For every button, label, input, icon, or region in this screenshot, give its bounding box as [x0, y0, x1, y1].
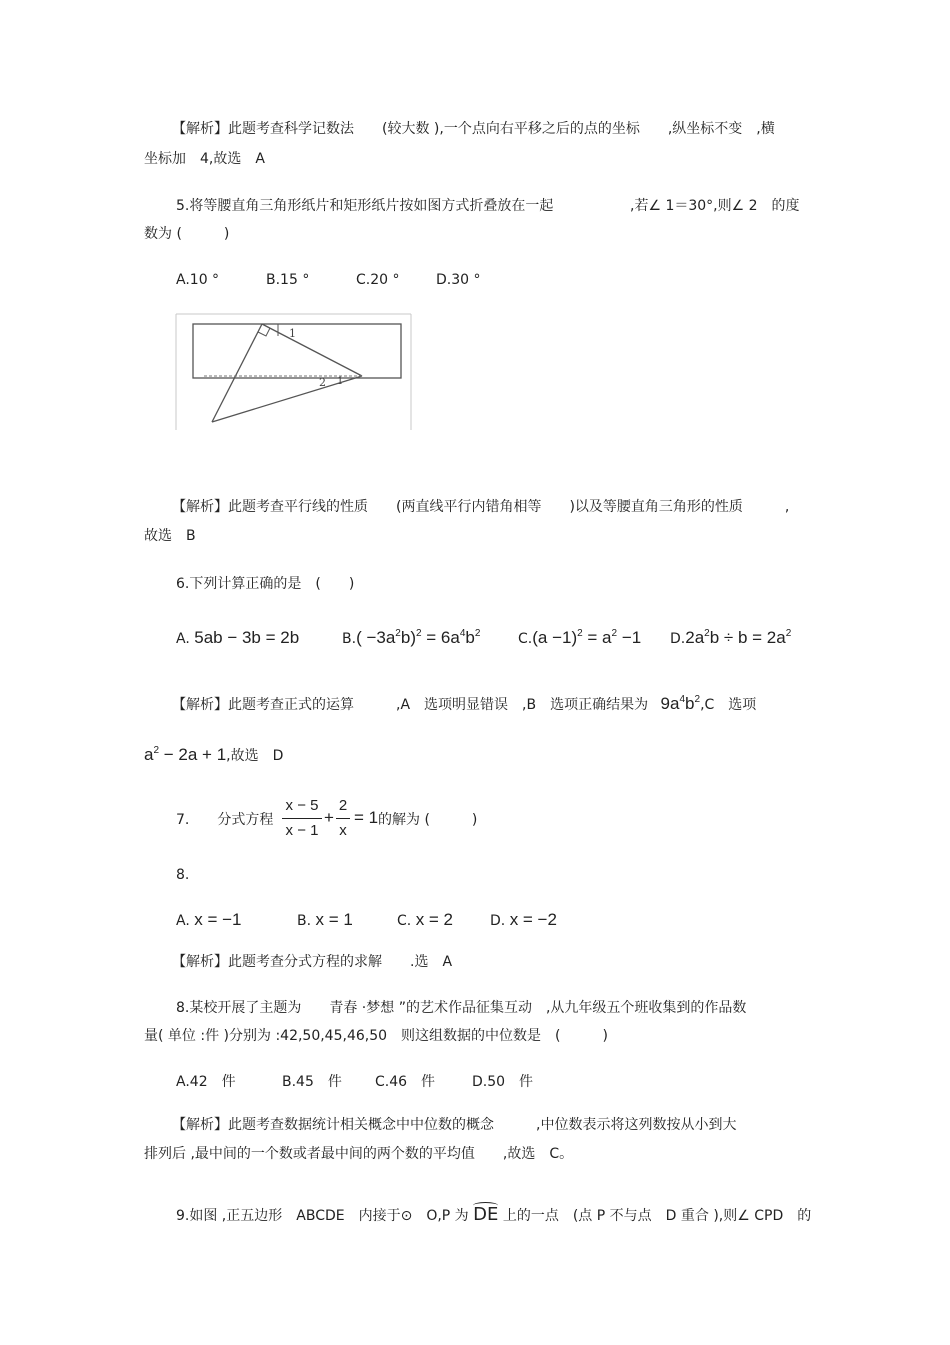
- q6-option-b-label: B.: [342, 631, 357, 647]
- q6-analysis-exp2: 2: [694, 694, 701, 705]
- q6-analysis-9a: 9a: [660, 694, 680, 713]
- q8-option-a: A.42 件: [176, 1074, 236, 1090]
- q6-c-part2: = a: [582, 628, 612, 647]
- q5-analysis-line-2: 故选 B: [144, 528, 196, 544]
- q9-stem-part-b: 上的一点 (点 P 不与点 D 重合 ),则∠ CPD 的: [502, 1208, 812, 1224]
- q5-stem-line-1: 5.将等腰直角三角形纸片和矩形纸片按如图方式折叠放在一起: [176, 198, 554, 214]
- triangle-leg-right: [262, 324, 362, 376]
- q6-stem: 6.下列计算正确的是 ( ): [176, 576, 355, 592]
- angle1-bottom-label: 1: [337, 376, 344, 387]
- angle2-label: 2: [319, 376, 326, 389]
- q6-b-exp3: 4: [459, 628, 466, 639]
- q6-analysis-line-1: [172, 694, 756, 715]
- q9-stem: [176, 1205, 811, 1226]
- q8-option-b: B.45 件: [282, 1074, 342, 1090]
- q8-analysis-line-2: 排列后 ,最中间的一个数或者最中间的两个数的平均值 ,故选 C。: [144, 1146, 574, 1162]
- q8-option-c: C.46 件: [375, 1074, 436, 1090]
- q5-option-b: B.15 °: [266, 272, 310, 288]
- q8-analysis-line-1: 【解析】此题考查数据统计相关概念中中位数的概念 ,中位数表示将这列数按从小到大: [172, 1117, 737, 1133]
- q5-option-d: D.30 °: [436, 272, 481, 288]
- q6-b-exp4: 2: [474, 628, 481, 639]
- q7-frac1-bar: [282, 818, 322, 819]
- q9-stem-part-a: 9.如图 ,正五边形 ABCDE 内接于⊙ O,P 为: [176, 1208, 469, 1224]
- q5-stem-line-2: 数为 ( ): [144, 226, 230, 242]
- q7-opt-b-expr: x = 1: [315, 910, 353, 929]
- q7-frac2-bar: [336, 818, 350, 819]
- q6-option-c-label: C.: [518, 631, 533, 647]
- q7-fraction-2: [336, 797, 350, 840]
- angle1-top-label: 1: [289, 327, 296, 340]
- q6-b-part4: b: [465, 628, 475, 647]
- q7-option-c: [397, 910, 453, 931]
- q7-equals-one: = 1: [354, 808, 379, 827]
- q7-suffix: 的解为 ( ): [378, 812, 478, 828]
- q7-plus: +: [324, 808, 334, 827]
- q5-analysis-line-1: 【解析】此题考查平行线的性质 (两直线平行内错角相等 )以及等腰直角三角形的性质 ,: [172, 499, 790, 515]
- q8-stem-line-2: 量( 单位 :件 )分别为 :42,50,45,46,50 则这组数据的中位数是 ( ): [144, 1028, 608, 1044]
- q6-c-exp1: 2: [577, 628, 583, 639]
- q6-d-part2: b ÷ b = 2a: [709, 628, 786, 647]
- q7-opt-b-label: B.: [297, 913, 312, 929]
- q6-option-d-label: D.: [670, 631, 686, 647]
- q8-number-stray: 8.: [176, 867, 190, 883]
- q7-analysis: 【解析】此题考查分式方程的求解 .选 A: [172, 954, 453, 970]
- q9-arc-de: DE: [473, 1204, 499, 1225]
- triangle-leg-left: [212, 324, 262, 422]
- q6-option-a: [176, 628, 299, 649]
- q6-b-part1: ( −3a: [356, 628, 396, 647]
- q7-frac1-denominator: x − 1: [285, 822, 319, 839]
- q6-analysis-text-a: 【解析】此题考查正式的运算 ,A 选项明显错误 ,B 选项正确结果为: [172, 697, 649, 713]
- q7-opt-d-label: D.: [490, 913, 506, 929]
- q8-stem-line-1: 8.某校开展了主题为 青春 ·梦想 ”的艺术作品征集互动 ,从九年级五个班收集到的作品数: [176, 1000, 747, 1016]
- q6-option-c: [518, 628, 641, 649]
- q6-c-part3: −1: [617, 628, 642, 647]
- q6-analysis-a: a: [144, 745, 154, 764]
- q7-option-a: [176, 910, 242, 931]
- q7-opt-c-label: C.: [397, 913, 412, 929]
- q5-option-a: A.10 °: [176, 272, 220, 288]
- q6-b-exp1: 2: [395, 628, 401, 639]
- q7-opt-a-label: A.: [176, 913, 190, 929]
- q7-opt-a-expr: x = −1: [194, 910, 242, 929]
- q5-stem-line-1b: ,若∠ 1＝30°,则∠ 2 的度: [630, 198, 800, 214]
- q6-option-d: [670, 628, 791, 649]
- q6-d-exp2: 2: [785, 628, 792, 639]
- q6-analysis-a-exp: 2: [153, 745, 160, 756]
- q7-opt-c-expr: x = 2: [415, 910, 454, 929]
- q7-opt-d-expr: x = −2: [509, 910, 557, 929]
- q5-figure: [174, 312, 414, 432]
- q6-c-part1: (a −1): [532, 628, 578, 647]
- q6-analysis-text-d: ,C 选项: [700, 697, 757, 713]
- q7-frac2-denominator: x: [339, 822, 347, 839]
- q4-analysis-line-1: 【解析】此题考查科学记数法 (较大数 ),一个点向右平移之后的点的坐标 ,纵坐标不变 ,横: [172, 121, 775, 137]
- q6-c-exp2: 2: [611, 628, 618, 639]
- q6-option-b: [342, 628, 480, 649]
- q7-option-b: [297, 910, 353, 931]
- q4-analysis-line-2: 坐标加 4,故选 A: [144, 151, 265, 167]
- q6-analysis-line-2: [144, 745, 283, 766]
- q6-option-a-label: A.: [176, 631, 190, 647]
- q6-analysis-choice: ,故选 D: [226, 748, 284, 764]
- q6-b-part3: = 6a: [421, 628, 460, 647]
- q6-analysis-exp4: 4: [679, 694, 686, 705]
- q6-option-a-expr: 5ab − 3b = 2b: [194, 628, 300, 647]
- q8-option-d: D.50 件: [472, 1074, 534, 1090]
- q7-option-d: [490, 910, 557, 931]
- q7-frac1-numerator: x − 5: [285, 797, 319, 814]
- rectangle-paper: [193, 324, 401, 378]
- q6-analysis-b: b: [685, 694, 695, 713]
- q5-option-c: C.20 °: [356, 272, 400, 288]
- q6-b-exp2: 2: [415, 628, 422, 639]
- q6-d-exp1: 2: [704, 628, 710, 639]
- q6-d-part1: 2a: [685, 628, 705, 647]
- q7-frac2-numerator: 2: [338, 797, 348, 814]
- q6-b-part2: b): [400, 628, 416, 647]
- q7-fraction-1: [282, 797, 322, 840]
- q7-prefix: 7. 分式方程: [176, 812, 274, 828]
- q6-analysis-rest: − 2a + 1: [159, 745, 227, 764]
